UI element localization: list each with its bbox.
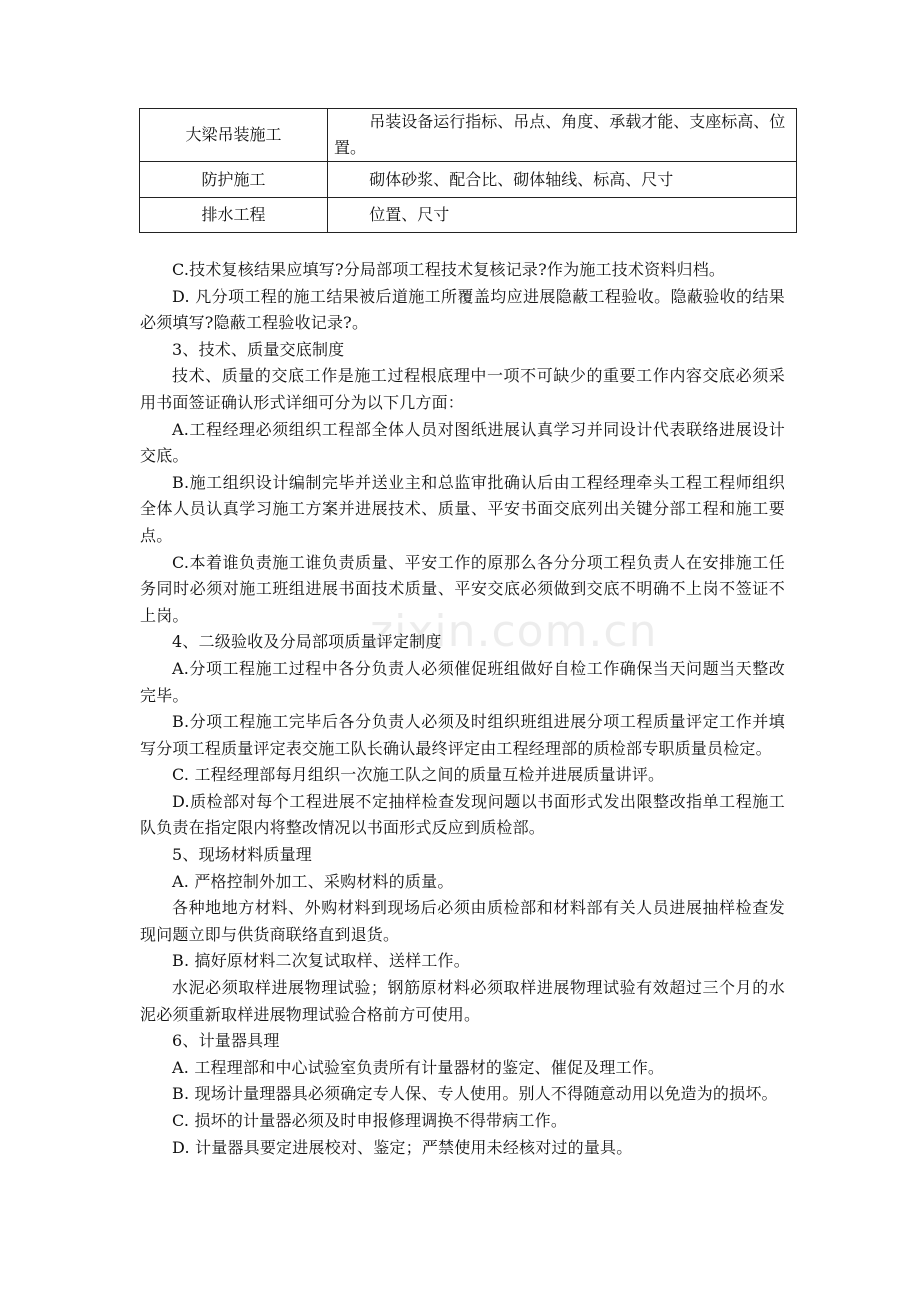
- section-heading: 6、计量器具理: [172, 1031, 280, 1051]
- paragraph: A. 工程理部和中心试验室负责所有计量器材的鉴定、催促及理工作。: [172, 1057, 665, 1077]
- table-cell-item: 防护施工: [140, 162, 328, 198]
- paragraph: 技术、质量的交底工作是施工过程根底理中一项不可缺少的重要工作内容交底必须采用书面签证确认形式详细可分为以下几方面：: [140, 366, 785, 412]
- table-row: [140, 162, 797, 198]
- table-row: [140, 198, 797, 233]
- table-cell-item: 大梁吊装施工: [140, 109, 328, 162]
- table-cell-content-text: 位置、尺寸: [369, 205, 450, 224]
- paragraph: B. 现场计量理器具必须确定专人保、专人使用。别人不得随意动用以免造为的损坏。: [172, 1084, 778, 1104]
- paragraph: C. 损坏的计量器必须及时申报修理调换不得带病工作。: [172, 1111, 568, 1130]
- table-cell-content: [328, 109, 797, 162]
- paragraph: 水泥必须取样进展物理试验；钢筋原材料必须取样进展物理试验有效超过三个月的水泥必须重新取样进展物理试验合格前方可使用。: [140, 978, 785, 1024]
- paragraph: A. 严格控制外加工、采购材料的质量。: [172, 871, 454, 891]
- paragraph: D. 计量器具要定进展校对、鉴定；严禁使用未经核对过的量具。: [172, 1137, 633, 1157]
- section-heading: 5、现场材料质量理: [172, 845, 312, 865]
- paragraph: C. 工程经理部每月组织一次施工队之间的质量互检并进展质量讲评。: [172, 765, 665, 785]
- table-cell-content-text: 吊装设备运行指标、吊点、角度、承载才能、支座标高、位置。: [334, 112, 786, 157]
- paragraph: B.分项工程施工完毕后各分负责人必须及时组织班组进展分项工程质量评定工作并填写分项工程质量评定表交施工队长确认最终评定由工程经理部的质检部专职质量员检定。: [140, 712, 785, 758]
- paragraph: D. 凡分项工程的施工结果被后道施工所覆盖均应进展隐蔽工程验收。隐蔽验收的结果必须填写?隐蔽工程验收记录?。: [140, 286, 785, 333]
- paragraph: C.本着谁负责施工谁负责质量、平安工作的原那么各分分项工程负责人在安排施工任务同时必须对施工班组进展书面技术质量、平安交底必须做到交底不明确不上岗不签证不上岗。: [140, 552, 785, 625]
- table-cell-content: [328, 162, 797, 198]
- section-heading: 4、二级验收及分局部项质量评定制度: [172, 632, 442, 652]
- paragraph: A.分项工程施工过程中各分负责人必须催促班组做好自检工作确保当天问题当天整改完毕。: [140, 658, 785, 705]
- paragraph: C.技术复核结果应填写?分局部项工程技术复核记录?作为施工技术资料归档。: [172, 260, 726, 279]
- paragraph: 各种地地方材料、外购材料到现场后必须由质检部和材料部有关人员进展抽样检查发现问题立即与供货商联络直到退货。: [140, 898, 785, 944]
- paragraph: B.施工组织设计编制完毕并送业主和总监审批确认后由工程经理牵头工程工程师组织全体人员认真学习施工方案并进展技术、质量、平安书面交底列出关键分部工程和施工要点。: [140, 472, 785, 545]
- paragraph: B. 搞好原材料二次复试取样、送样工作。: [172, 951, 470, 971]
- section-heading: 3、技术、质量交底制度: [172, 339, 345, 359]
- inspection-table: [139, 108, 797, 233]
- table-cell-item: 排水工程: [140, 198, 328, 233]
- table-cell-content: [328, 198, 797, 233]
- table-row: [140, 109, 797, 162]
- watermark: zixin.com.cn: [370, 606, 658, 657]
- body-text: [140, 257, 785, 1161]
- table-cell-content-text: 砌体砂浆、配合比、砌体轴线、标高、尺寸: [369, 169, 674, 189]
- paragraph: D.质检部对每个工程进展不定抽样检查发现问题以书面形式发出限整改指单工程施工队负责在指定限内将整改情况以书面形式反应到质检部。: [140, 791, 785, 838]
- paragraph: A.工程经理必须组织工程部全体人员对图纸进展认真学习并同设计代表联络进展设计交底。: [140, 419, 785, 466]
